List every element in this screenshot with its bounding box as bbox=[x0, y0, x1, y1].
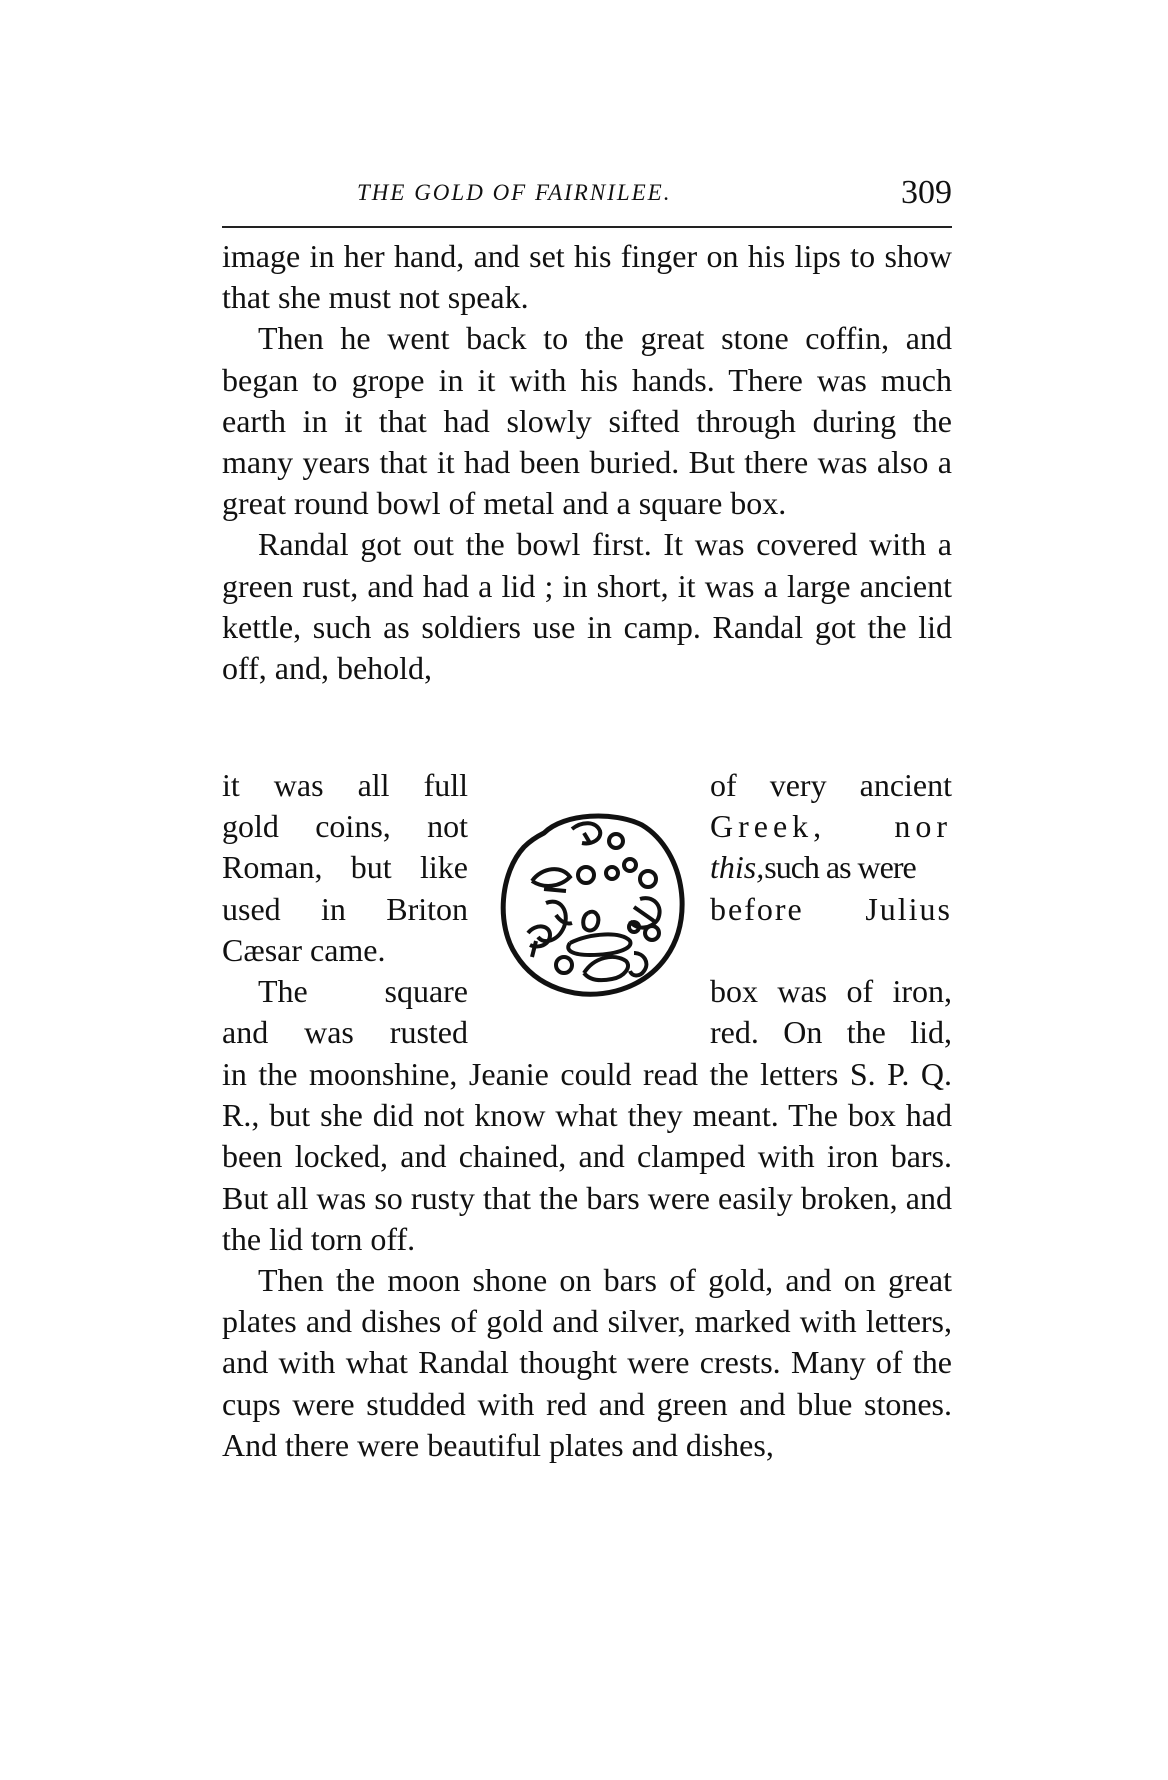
italic-word: this, bbox=[710, 849, 765, 886]
paragraph: Randal got out the bowl first. It was covered with a green rust, and had a lid ; in short, it was a large ancient kettle, such as soldiers use in camp. Randal got the lid off, and, behold, bbox=[222, 526, 952, 687]
wrap-line-rest: such as were bbox=[764, 849, 916, 886]
page-number: 309 bbox=[901, 174, 952, 211]
wrap-line: Roman, but like bbox=[222, 849, 468, 886]
wrap-line bbox=[710, 847, 952, 888]
wrap-line: red. On the lid, bbox=[710, 1014, 952, 1051]
header-rule bbox=[222, 226, 952, 228]
wrap-line: Greek, nor bbox=[710, 808, 952, 845]
wrap-line: it was all full bbox=[222, 767, 468, 803]
paragraph: Then the moon shone on bars of gold, and on great plates and dishes of gold and silver, marked with letters, and with what Randal thought were crests. Many of the cups were studded with red and green and blue stones. And there were beautiful plates and dishes, bbox=[222, 1262, 952, 1463]
wrap-left-column bbox=[222, 765, 468, 1053]
wrap-line: gold coins, not bbox=[222, 808, 468, 845]
wrap-line: box was of iron, bbox=[710, 973, 952, 1010]
wrap-line-blank bbox=[710, 930, 952, 971]
coin-hoard-illustration bbox=[484, 803, 696, 999]
wrap-line: used in Briton bbox=[222, 890, 468, 927]
running-title: THE GOLD OF FAIRNILEE. bbox=[357, 180, 672, 205]
wrap-line: and was rusted bbox=[222, 1014, 468, 1051]
text-block-top bbox=[222, 236, 952, 689]
paragraph: image in her hand, and set his finger on his lips to show that she must not speak. bbox=[222, 238, 952, 316]
wrap-line: The square bbox=[258, 973, 468, 1010]
paragraph: in the moonshine, Jeanie could read the letters S. P. Q. R., but she did not know what they meant. The box had been locked, and chained, and clamped with iron bars. But all was so rusty that the bars were easily broken, and the lid torn off. bbox=[222, 1056, 952, 1257]
wrap-line: before Julius bbox=[710, 890, 952, 927]
page-header bbox=[222, 174, 952, 224]
wrap-right-column bbox=[710, 765, 952, 1053]
wrap-line: Cæsar came. bbox=[222, 931, 386, 968]
coin-hoard-icon bbox=[484, 803, 696, 999]
paragraph: Then he went back to the great stone coffin, and began to grope in it with his hands. There was much earth in it that had slowly sifted through during the many years that it had been buried. But there was also a great round bowl of metal and a square box. bbox=[222, 320, 952, 522]
text-block-bottom bbox=[222, 1054, 952, 1466]
wrap-line: of very ancient bbox=[710, 767, 952, 803]
illustration-wrap bbox=[222, 765, 952, 1065]
